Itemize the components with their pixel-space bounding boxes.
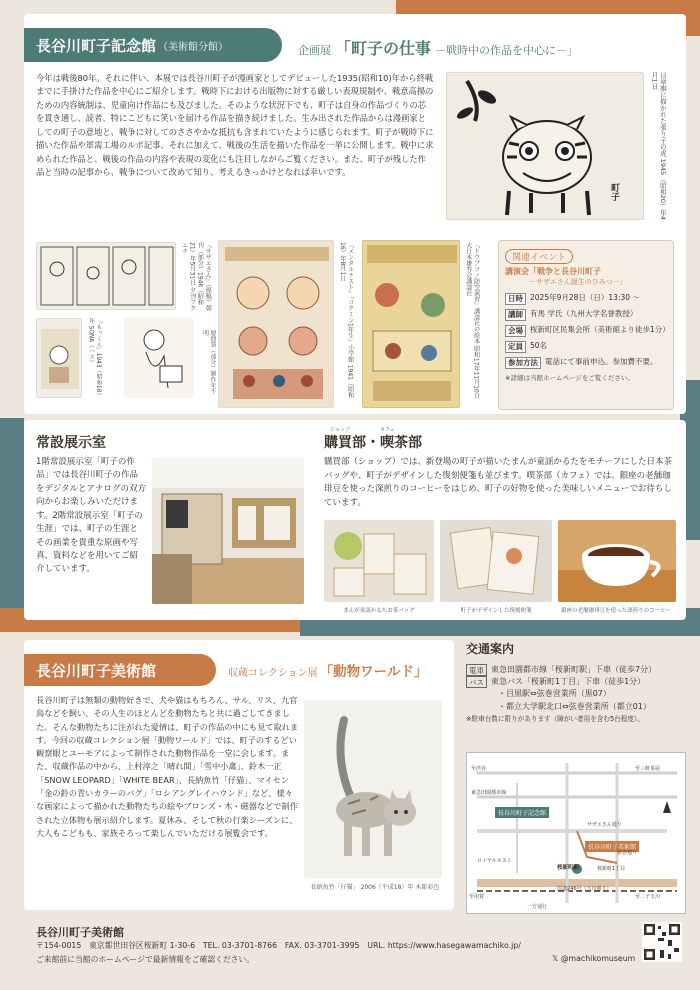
event-title-1: 講演会「戦争と長谷川町子 — [505, 267, 601, 276]
kitten-caption: 長納魚竹「仔猫」 2006（平成18）年 木彫彩色 — [310, 884, 440, 891]
event-row — [505, 309, 667, 321]
cap-hanamura: 慰問袋（部分）制作年不明 — [201, 330, 216, 394]
cap-mentaltest: 『メンタルテスト』「コクミン1年生」小学館 1941（昭和16）年8月1日 — [338, 242, 354, 398]
memorial-intro: 今年は戦後80年。それに伴い、本展では長谷川町子が漫画家としてデビューした1935(昭和10)年から終戦までに手掛けた作品を中心にご紹介します。戦時下における出版物に対する厳しい表現規制や、戦意高揚のための内容統制は、児童向け作品にも及びました。そのような状況下でも、町子は自身の作品づくりの芯を貫き通し、読者、特にこどもに笑いを届ける作品を描き続けました。生み出された作品からは漫画家としての町子の意地と、戦争に対してのささやかな抵抗も含まれていたように感じられます。町子が戦時下に描いた作品や軍需工場のルポ記事、それに加えて、戦後の生活を描いた作品を一挙に公開します。戦中に求められた作品と、戦後の作品の内容や表現の変化にも注目しながらご覧ください。また、町子が残した作品と当時の記事から、戦争について改めて知り、考えるきっかけとなれば幸いです。 — [36, 73, 434, 178]
event-row-value: 有馬 学氏（九州大学名誉教授） — [530, 309, 638, 319]
memorial-badge-main: 長谷川町子記念館 — [36, 36, 157, 55]
tiger-signature: 町子 — [609, 183, 619, 201]
artwork-dobutsu — [362, 240, 460, 408]
permanent-title: 常設展示室 — [36, 435, 106, 451]
map-label: 東急田園都市線 — [471, 790, 507, 796]
access-note: ※駐車台数に限りがあります（障がい者用を含む5台程度）。 — [466, 714, 644, 723]
ruby-shop: ショップ — [330, 427, 350, 433]
shop-title — [324, 432, 422, 452]
exhibit-title: 「町子の仕事 — [335, 39, 432, 58]
permanent-body: 1階常設展示室「町子の作品」では長谷川町子の作品をデジタルとアナログの双方向からお楽しみいただけます。2階常設展示室「町子の生涯」では、町子の生涯とその画業を貴重な原画や写真、資料などを用いてご紹介しています。 — [36, 457, 146, 575]
access-row — [466, 676, 696, 688]
event-row-key: 講師 — [505, 309, 526, 321]
event-row-key: 定員 — [505, 341, 526, 353]
footer-name: 長谷川町子美術館 — [36, 926, 124, 939]
access-row-value: 東急田園都市線「桜新町駅」下車（徒歩7分） — [491, 665, 657, 674]
exhibit-heading — [298, 36, 578, 59]
map-label: 桜新町1丁目 — [597, 866, 626, 872]
event-row-key: 日時 — [505, 293, 526, 305]
map-label: 至二子玉川 — [635, 894, 661, 900]
event-note: ※詳細は当館ホームページをご覧ください。 — [505, 374, 634, 383]
gallery-badge — [24, 654, 216, 686]
event-box — [498, 240, 674, 410]
footer-sns[interactable]: 𝕏 @machikomuseum — [552, 954, 636, 963]
map-station: 桜新町駅 — [557, 865, 580, 871]
map-label: サザエさん通り — [587, 822, 622, 828]
map-label: 至三軒茶屋 — [635, 766, 661, 772]
footer-note: ご来館前に当館のホームページで最新情報をご確認ください。 — [36, 955, 255, 964]
event-row-key: 会場 — [505, 325, 526, 337]
access-bus-2: ・都立大学駅北口⇔弦巻営業所（都立01） — [498, 701, 651, 711]
exhibit-subtitle: －戦時中の作品を中心に－」 — [435, 44, 579, 57]
artwork-mental-test — [218, 240, 334, 408]
map-label: 至用賀 — [469, 894, 485, 900]
access-row-value: 東急バス「桜新町1丁目」下車（徒歩1分） — [491, 677, 646, 686]
event-row — [505, 341, 667, 353]
gallery-badge-text: 長谷川町子美術館 — [36, 661, 157, 680]
shop-photo-coffee — [558, 520, 676, 602]
event-header: 関連イベント — [505, 249, 573, 264]
shop-photo-letter-set — [440, 520, 552, 602]
cap-tobutsu: 『ドウブツノ防空演習』講談社の絵本 昭和17年11月10日 大日本雄弁会講談社 — [464, 242, 480, 399]
event-row-key: 参加方法 — [505, 357, 541, 369]
footer — [0, 918, 700, 990]
shop-ruby — [330, 426, 430, 433]
event-rows — [505, 293, 670, 369]
memorial-badge — [24, 28, 282, 62]
memorial-badge-sub: （美術館分館） — [158, 41, 229, 53]
artwork-moko — [36, 318, 82, 398]
map-museum: 長谷川町子美術館 — [585, 841, 639, 852]
cap-moko: 『もっくん』1943（昭和18）年 SONA（ハス） — [87, 318, 102, 396]
access-map — [466, 752, 686, 914]
access-row — [466, 664, 696, 676]
event-row-value: 電話にて事前申込。参加費不要。 — [545, 357, 658, 367]
access-rows — [466, 664, 696, 688]
map-label: 至渋谷 — [471, 766, 487, 772]
shop-photo-tea-bags — [324, 520, 434, 602]
access-row-key: 電車 — [466, 664, 487, 676]
permanent-room-photo — [152, 458, 304, 604]
event-row — [505, 325, 670, 337]
event-row-value: 桜新町区民集会所（美術館より徒歩1分） — [530, 325, 670, 335]
access-title: 交通案内 — [466, 642, 515, 656]
event-row — [505, 357, 667, 369]
access-bus-1: ・目黒駅⇔弦巻営業所（黒07） — [498, 689, 611, 698]
map-label: ロイヤルホスト — [477, 858, 512, 864]
kitten-sculpture-photo — [304, 700, 442, 878]
map-memorial: 長谷川町子記念館 — [495, 807, 549, 818]
map-label: 国道246号（玉川通り） — [557, 886, 612, 892]
exhibit-prefix: 企画展 — [298, 44, 331, 57]
ruby-cafe: カフェ — [379, 427, 395, 433]
gallery-exhibit-heading — [228, 660, 427, 680]
footer-address: 〒154-0015 東京都世田谷区桜新町 1-30-6 TEL. 03-3701-8766 FAX. 03-3701-3995 URL. https://www.hasegawamachiko.jp/ — [36, 941, 521, 950]
shop-title-text: 購買部・喫茶部 — [324, 435, 422, 451]
gallery-body: 長谷川町子は無類の動物好きで、犬や猫はもちろん、サル、リス、九官鳥などを飼い、その人生のほとんどを動物たちと共に過ごしてきました。そんな動物たちに注がれた愛情は、町子の作品の中にも見て取れます。今回の収蔵コレクション展「動物ワールド」では、町子のするどい観察眼とユーモアによって制作された動物作品を一堂に会します。また、収蔵作品の中から、上村淳之「晴れ間」「雪中小禽」、鈴木一正「SNOW LEOPARD」「WHITE BEAR」、長納魚竹「仔猫」、マイセン「金の鈴の青いカラーのバグ」「ロシアングレイハウンド」など、様々な画家によって描かれた動物たちの絵やブロンズ・木・磁器などで制作された立体物も展示紹介します。夏休み、そして秋の行楽シーズンに、大人もこどもも、家族そろって楽しんでいただける展覧会です。 — [36, 695, 299, 838]
event-row — [505, 293, 667, 305]
tiger-caption: 日章旗に描かれた張り子の虎 1945（昭和20）年4月1日 — [650, 72, 667, 221]
gallery-exhibit-title: 「動物ワールド」 — [319, 664, 428, 680]
event-row-value: 50名 — [530, 341, 548, 351]
shop-cap-3: 銀座の老舗珈琲豆を使った深煎りのコーヒー — [561, 608, 671, 614]
map-label: 一方通行 — [527, 904, 548, 910]
event-title-2: －サザエさん誕生のひみつ－」 — [529, 278, 627, 287]
gallery-exhibit-prefix: 収蔵コレクション展 — [228, 668, 318, 679]
access-row-key: バス — [466, 676, 487, 688]
cap-sazae: 『サザエさん』（原稿）朝刊（部分）1946（昭和21）年5月31日 夕刊フクニチ — [180, 242, 212, 311]
event-row-value: 2025年9月28日（日）13:30 ～ — [530, 293, 640, 303]
map-label: 弦巻通り — [617, 850, 638, 856]
shop-cap-1: まんが童謡かるたお茶バッグ — [343, 608, 415, 614]
shop-body: 購買部（ショップ）では、新登場の町子が描いたまんが童謡かるたをモチーフにした日本茶バッグや、町子がデザインした復刻便箋も並びます。喫茶部（カフェ）では、銀座の老舗珈琲豆を使った深煎りのコーヒーをはじめ、町子の好物を使った美味しいメニューでお待ちしています。 — [324, 457, 672, 508]
artwork-hanamura — [124, 318, 194, 398]
artwork-sazae-manuscript — [36, 242, 176, 310]
access-info — [466, 664, 696, 724]
deco-block-teal-left — [0, 418, 24, 618]
qr-code-icon[interactable] — [642, 922, 682, 962]
shop-cap-2: 町子がデザインした復刻便箋 — [460, 608, 532, 614]
tiger-artwork — [446, 72, 644, 220]
